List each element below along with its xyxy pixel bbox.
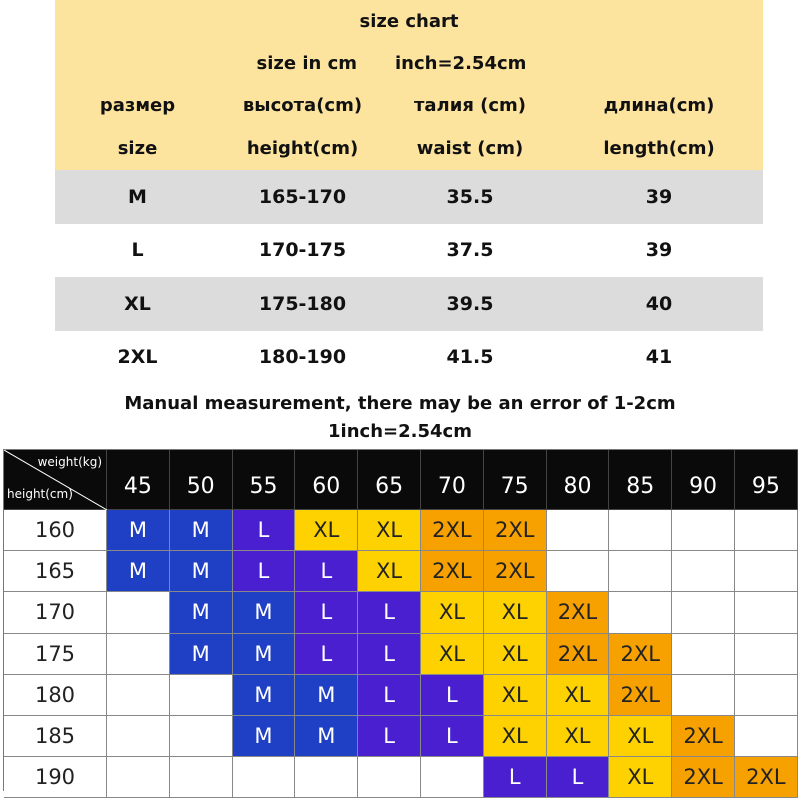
grid-corner-header — [4, 450, 107, 510]
weight-header: 65 — [358, 450, 421, 510]
size-recommendation-cell: L — [233, 510, 296, 551]
header-size-ru: размер — [99, 94, 176, 116]
length-cell: 40 — [645, 292, 673, 315]
table-row — [55, 277, 763, 331]
size-recommendation-cell: XL — [358, 551, 421, 592]
height-label: 160 — [4, 510, 107, 551]
corner-height-label: height(cm) — [7, 487, 73, 501]
empty-cell — [609, 551, 672, 592]
size-recommendation-cell: L — [421, 716, 484, 757]
size-recommendation-cell: M — [233, 592, 296, 633]
size-recommendation-cell: L — [295, 551, 358, 592]
length-cell: 39 — [645, 185, 673, 208]
size-recommendation-cell: 2XL — [672, 757, 735, 798]
empty-cell — [735, 592, 798, 633]
height-label: 190 — [4, 757, 107, 798]
size-recommendation-cell: M — [233, 675, 296, 716]
empty-cell — [358, 757, 421, 798]
size-recommendation-cell: 2XL — [735, 757, 798, 798]
header-waist-en: waist (cm) — [416, 137, 524, 159]
waist-cell: 37.5 — [446, 239, 494, 262]
empty-cell — [107, 716, 170, 757]
empty-cell — [735, 675, 798, 716]
size-recommendation-cell: 2XL — [547, 592, 610, 633]
size-recommendation-cell: 2XL — [484, 551, 547, 592]
size-recommendation-cell: XL — [421, 592, 484, 633]
size-recommendation-cell: 2XL — [421, 510, 484, 551]
size-chart-title-row — [55, 0, 763, 42]
length-cell: 39 — [645, 239, 673, 262]
height-label: 180 — [4, 675, 107, 716]
table-row — [55, 331, 763, 385]
header-size-en: size — [117, 137, 158, 159]
weight-header: 75 — [484, 450, 547, 510]
header-row-english — [55, 126, 763, 170]
length-cell: 41 — [645, 346, 673, 369]
height-label: 170 — [4, 592, 107, 633]
size-recommendation-cell: XL — [421, 634, 484, 675]
empty-cell — [295, 757, 358, 798]
header-height-ru: высота(cm) — [242, 94, 363, 116]
size-recommendation-cell: L — [358, 592, 421, 633]
weight-header: 50 — [170, 450, 233, 510]
header-row-russian — [55, 84, 763, 126]
size-recommendation-cell: L — [421, 675, 484, 716]
empty-cell — [672, 551, 735, 592]
size-recommendation-cell: XL — [609, 716, 672, 757]
empty-cell — [170, 675, 233, 716]
weight-header: 85 — [609, 450, 672, 510]
empty-cell — [735, 551, 798, 592]
size-recommendation-cell: L — [233, 551, 296, 592]
height-cell: 180-190 — [258, 346, 347, 369]
size-cell: M — [128, 185, 147, 208]
measurement-note: Manual measurement, there may be an error of 1-2cm — [124, 393, 676, 414]
height-label: 165 — [4, 551, 107, 592]
table-row — [55, 224, 763, 278]
waist-cell: 35.5 — [446, 185, 494, 208]
empty-cell — [609, 510, 672, 551]
size-recommendation-cell: XL — [609, 757, 672, 798]
waist-cell: 39.5 — [446, 292, 494, 315]
size-recommendation-cell: M — [170, 592, 233, 633]
size-recommendation-cell: M — [107, 510, 170, 551]
size-recommendation-cell: M — [295, 675, 358, 716]
size-recommendation-cell: XL — [484, 592, 547, 633]
empty-cell — [107, 634, 170, 675]
weight-header: 60 — [295, 450, 358, 510]
size-recommendation-cell: L — [358, 634, 421, 675]
size-recommendation-cell: M — [233, 634, 296, 675]
size-cell: XL — [124, 292, 151, 315]
size-recommendation-cell: XL — [484, 716, 547, 757]
empty-cell — [233, 757, 296, 798]
weight-header: 80 — [547, 450, 610, 510]
size-recommendation-cell: 2XL — [609, 675, 672, 716]
empty-cell — [672, 510, 735, 551]
empty-cell — [421, 757, 484, 798]
weight-header: 45 — [107, 450, 170, 510]
height-cell: 175-180 — [258, 292, 347, 315]
weight-height-size-grid — [3, 449, 798, 791]
size-cell: L — [131, 239, 144, 262]
size-recommendation-cell: XL — [547, 675, 610, 716]
empty-cell — [107, 757, 170, 798]
size-chart-title: size chart — [359, 10, 459, 32]
size-recommendation-cell: 2XL — [421, 551, 484, 592]
size-recommendation-cell: 2XL — [609, 634, 672, 675]
table-row — [55, 170, 763, 224]
header-length-en: length(cm) — [603, 137, 715, 159]
weight-header: 55 — [233, 450, 296, 510]
empty-cell — [672, 592, 735, 633]
header-length-ru: длина(cm) — [603, 94, 715, 116]
size-recommendation-cell: M — [170, 510, 233, 551]
weight-header: 95 — [735, 450, 798, 510]
size-recommendation-cell: 2XL — [672, 716, 735, 757]
waist-cell: 41.5 — [446, 346, 494, 369]
corner-weight-label: weight(kg) — [37, 455, 102, 469]
size-recommendation-cell: XL — [358, 510, 421, 551]
empty-cell — [672, 675, 735, 716]
empty-cell — [170, 716, 233, 757]
header-waist-ru: талия (cm) — [413, 94, 527, 116]
empty-cell — [672, 634, 735, 675]
subtitle-inch-conversion: inch=2.54cm — [395, 52, 527, 74]
empty-cell — [609, 592, 672, 633]
subtitle-size-in-cm: size in cm — [256, 52, 357, 74]
weight-header: 90 — [672, 450, 735, 510]
size-recommendation-cell: L — [484, 757, 547, 798]
size-recommendation-cell: M — [233, 716, 296, 757]
height-cell: 165-170 — [258, 185, 347, 208]
empty-cell — [170, 757, 233, 798]
size-recommendation-cell: L — [358, 675, 421, 716]
empty-cell — [107, 675, 170, 716]
size-recommendation-cell: M — [107, 551, 170, 592]
size-recommendation-cell: L — [547, 757, 610, 798]
size-recommendation-cell: M — [170, 551, 233, 592]
empty-cell — [735, 634, 798, 675]
size-chart-subtitle-row — [55, 42, 763, 84]
height-label: 175 — [4, 634, 107, 675]
size-recommendation-cell: M — [295, 716, 358, 757]
size-chart-table — [55, 0, 763, 384]
empty-cell — [735, 716, 798, 757]
weight-header: 70 — [421, 450, 484, 510]
empty-cell — [547, 551, 610, 592]
empty-cell — [547, 510, 610, 551]
inch-conversion-note: 1inch=2.54cm — [328, 421, 472, 442]
height-cell: 170-175 — [258, 239, 347, 262]
empty-cell — [735, 510, 798, 551]
size-recommendation-cell: L — [295, 634, 358, 675]
size-recommendation-cell: 2XL — [484, 510, 547, 551]
size-recommendation-cell: XL — [484, 634, 547, 675]
size-recommendation-cell: M — [170, 634, 233, 675]
empty-cell — [107, 592, 170, 633]
size-recommendation-cell: XL — [295, 510, 358, 551]
height-label: 185 — [4, 716, 107, 757]
size-recommendation-cell: XL — [547, 716, 610, 757]
size-cell: 2XL — [117, 346, 158, 369]
size-recommendation-cell: XL — [484, 675, 547, 716]
size-recommendation-cell: L — [295, 592, 358, 633]
header-height-en: height(cm) — [246, 137, 359, 159]
size-recommendation-cell: 2XL — [547, 634, 610, 675]
size-recommendation-cell: L — [358, 716, 421, 757]
